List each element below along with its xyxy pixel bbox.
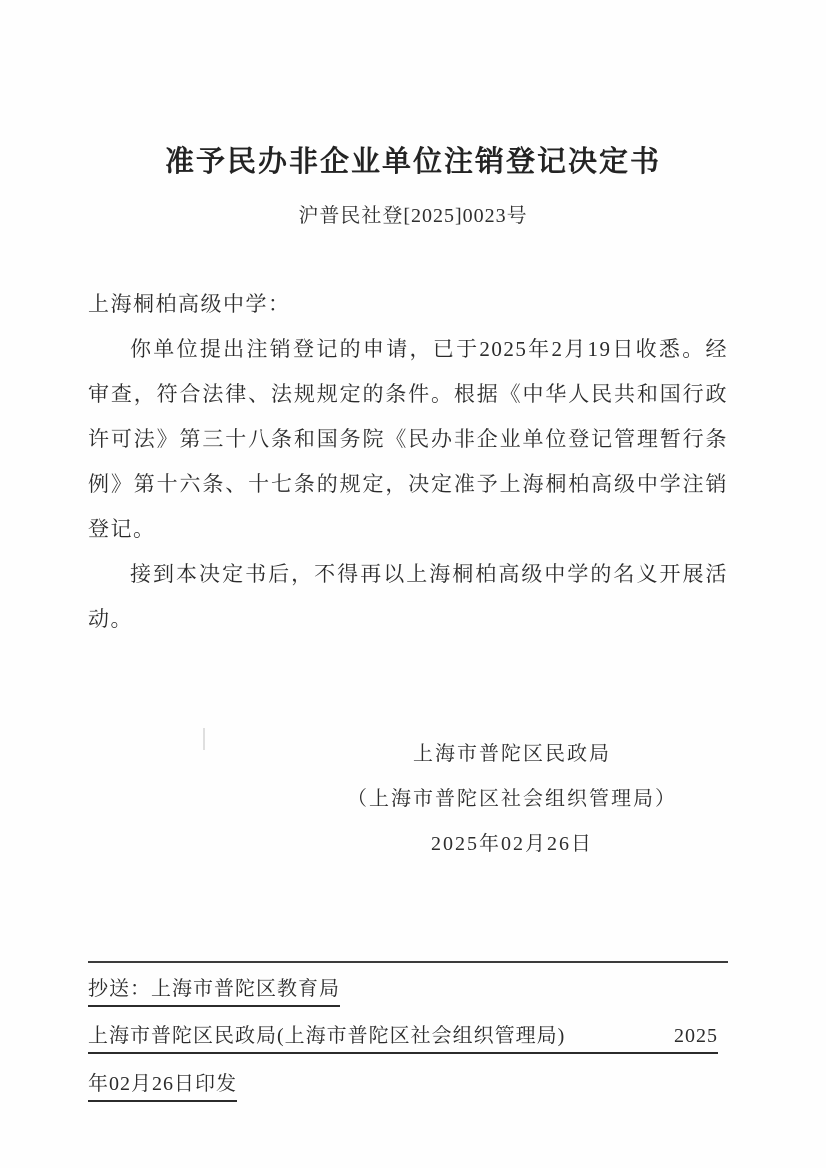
print-issuer-row xyxy=(88,1022,718,1054)
print-date-row xyxy=(88,1070,728,1102)
issuer-name: 上海市普陀区民政局 xyxy=(413,743,611,765)
document-title: 准予民办非企业单位注销登记决定书 xyxy=(164,146,661,178)
body-paragraph-1: 你单位提出注销登记的申请，已于2025年2月19日收悉。经审查，符合法律、法规规定的条件。根据《中华人民共和国行政许可法》第三十八条和国务院《民办非企业单位登记管理暂行条例》第十六条、十七条的规定，决定准予上海桐柏高级中学注销登记。 xyxy=(88,337,728,541)
print-year: 2025 xyxy=(674,1025,718,1047)
cc-row xyxy=(88,975,728,1007)
cc-line: 抄送：上海市普陀区教育局 xyxy=(88,975,340,1007)
signature-date: 2025年02月26日 xyxy=(431,833,593,855)
footer xyxy=(88,961,728,1102)
print-issuer-text: 上海市普陀区民政局(上海市普陀区社会组织管理局) xyxy=(88,1025,566,1047)
document-number: 沪普民社登[2025]0023号 xyxy=(298,205,528,227)
body-paragraph-2: 接到本决定书后，不得再以上海桐柏高级中学的名义开展活动。 xyxy=(88,562,728,631)
scan-artifact xyxy=(203,728,205,750)
footer-divider xyxy=(88,961,728,963)
signature-block xyxy=(300,732,724,867)
addressee-line: 上海桐柏高级中学： xyxy=(88,292,291,316)
document-body xyxy=(88,282,728,642)
print-date-line: 年02月26日印发 xyxy=(88,1070,237,1102)
issuer-alt-name: （上海市普陀区社会组织管理局） xyxy=(347,788,677,810)
